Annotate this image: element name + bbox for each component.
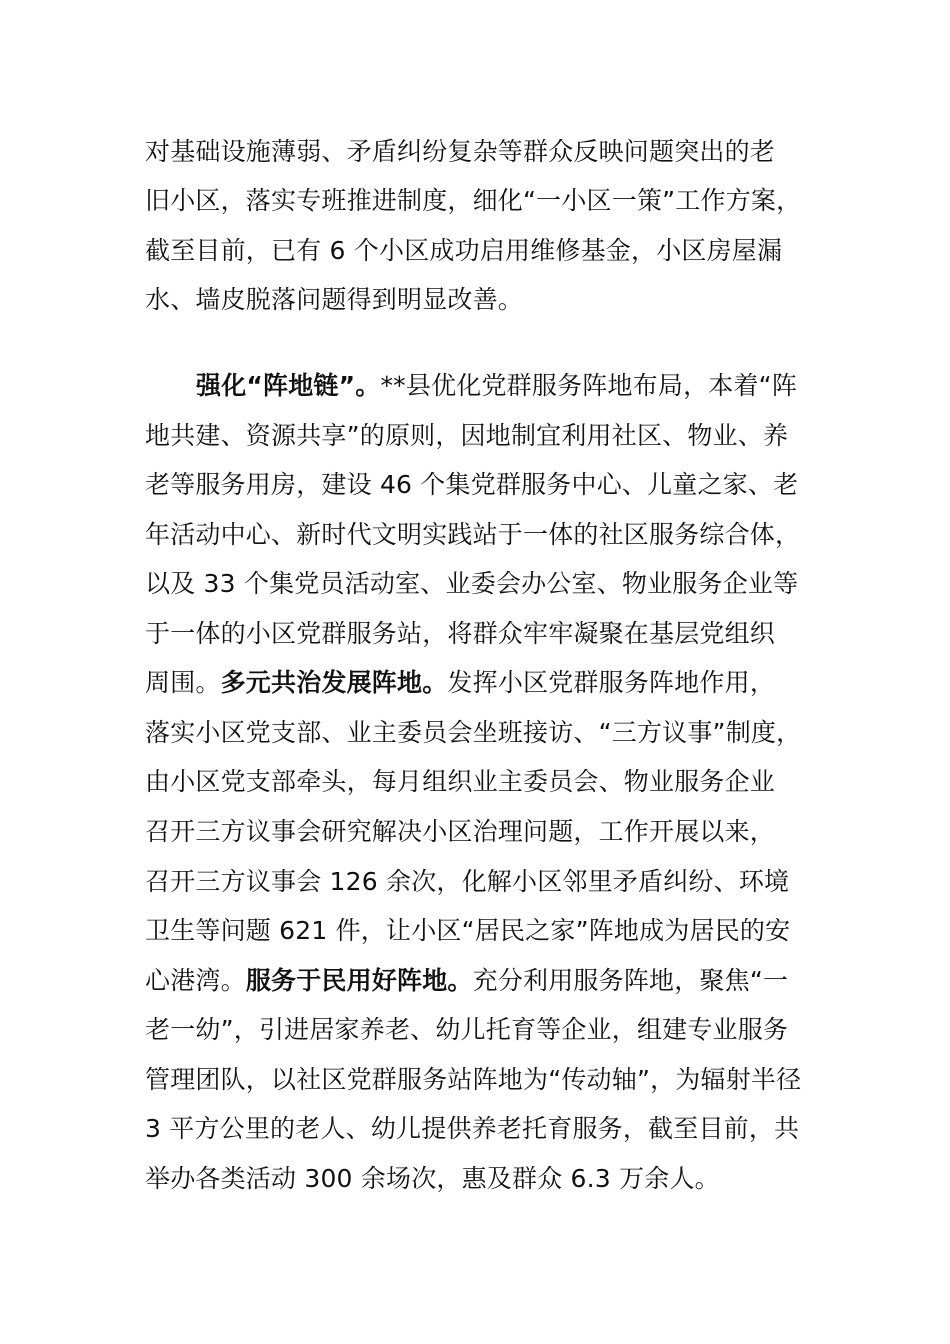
text-line: 落实小区党支部、业主委员会坐班接访、“三方议事”制度， <box>145 718 802 747</box>
text-fragment: 充分利用服务阵地，聚焦“一 <box>472 966 789 995</box>
paragraph-first-line <box>196 370 797 402</box>
text-line: 老一幼”，引进居家养老、幼儿托育等企业，组建专业服务 <box>145 1015 789 1044</box>
text-line <box>145 667 775 699</box>
text-line: 地共建、资源共享”的原则，因地制宜利用社区、物业、养 <box>145 421 789 450</box>
text-fragment: 周围。 <box>145 668 221 697</box>
text-line: 召开三方议事会研究解决小区治理问题，工作开展以来， <box>145 817 776 846</box>
text-line: 3 平方公里的老人、幼儿提供养老托育服务，截至目前，共 <box>145 1114 800 1143</box>
text-line: 管理团队，以社区党群服务站阵地为“传动轴”，为辐射半径 <box>145 1065 802 1094</box>
text-line: 老等服务用房，建设 46 个集党群服务中心、儿童之家、老 <box>145 470 799 499</box>
text-line: 于一体的小区党群服务站，将群众牢牢凝聚在基层党组织 <box>145 619 776 648</box>
text-line: 召开三方议事会 126 余次，化解小区邻里矛盾纠纷、环境 <box>145 867 790 896</box>
text-line: 以及 33 个集党员活动室、业委会办公室、物业服务企业等 <box>145 569 799 598</box>
text-line: 水、墙皮脱落问题得到明显改善。 <box>145 285 524 314</box>
subheading: 服务于民用好阵地。 <box>245 966 473 995</box>
text-line <box>145 965 788 997</box>
text-line: 举办各类活动 300 余场次，惠及群众 6.3 万余人。 <box>145 1164 720 1193</box>
text-line: 卫生等问题 621 件，让小区“居民之家”阵地成为居民的安 <box>145 916 791 945</box>
section-heading: 强化“阵地链”。 <box>196 371 381 400</box>
text-fragment: **县优化党群服务阵地布局，本着“阵 <box>380 371 798 400</box>
subheading: 多元共治发展阵地。 <box>220 668 448 697</box>
text-line: 由小区党支部牵头，每月组织业主委员会、物业服务企业 <box>145 767 776 796</box>
text-fragment: 心港湾。 <box>145 966 246 995</box>
text-line: 旧小区，落实专班推进制度，细化“一小区一策”工作方案， <box>145 186 802 215</box>
text-line: 对基础设施薄弱、矛盾纠纷复杂等群众反映问题突出的老 <box>145 137 776 166</box>
text-line: 截至目前，已有 6 个小区成功启用维修基金，小区房屋漏 <box>145 236 783 265</box>
text-line: 年活动中心、新时代文明实践站于一体的社区服务综合体， <box>145 520 801 549</box>
text-fragment: 发挥小区党群服务阵地作用， <box>447 668 776 697</box>
